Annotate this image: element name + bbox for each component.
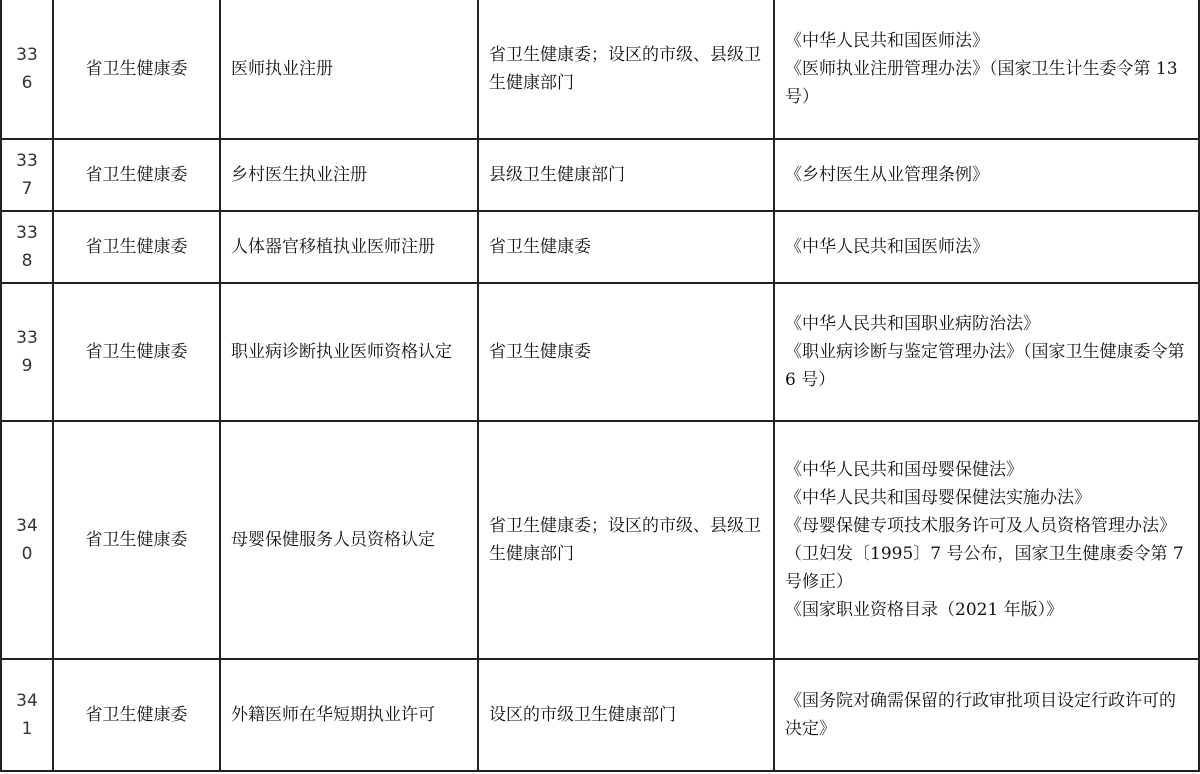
row-number: 337 bbox=[1, 139, 53, 211]
row-number: 336 bbox=[1, 0, 53, 139]
legal-basis-cell bbox=[774, 283, 1199, 421]
department-cell: 省卫生健康委 bbox=[53, 421, 220, 659]
table-row bbox=[1, 0, 1199, 139]
legal-basis-line: 《职业病诊断与鉴定管理办法》（国家卫生健康委令第 6 号） bbox=[785, 342, 1185, 390]
item-name-cell: 医师执业注册 bbox=[220, 0, 478, 139]
legal-basis-cell bbox=[774, 139, 1199, 211]
department-cell: 省卫生健康委 bbox=[53, 659, 220, 771]
legal-basis-cell bbox=[774, 0, 1199, 139]
legal-basis-line: 《乡村医生从业管理条例》 bbox=[785, 165, 989, 185]
row-number: 341 bbox=[1, 659, 53, 771]
legal-basis-line: 《中华人民共和国职业病防治法》 bbox=[785, 314, 1040, 334]
implementing-body-cell: 县级卫生健康部门 bbox=[478, 139, 774, 211]
department-cell: 省卫生健康委 bbox=[53, 211, 220, 283]
row-number: 339 bbox=[1, 283, 53, 421]
implementing-body-cell: 省卫生健康委；设区的市级、县级卫生健康部门 bbox=[478, 0, 774, 139]
legal-basis-line: 《中华人民共和国母婴保健法》 bbox=[785, 460, 1023, 480]
item-name-cell: 母婴保健服务人员资格认定 bbox=[220, 421, 478, 659]
legal-basis-cell bbox=[774, 421, 1199, 659]
implementing-body-cell: 省卫生健康委；设区的市级、县级卫生健康部门 bbox=[478, 421, 774, 659]
department-cell: 省卫生健康委 bbox=[53, 139, 220, 211]
table-row bbox=[1, 283, 1199, 421]
legal-basis-line: 《中华人民共和国医师法》 bbox=[785, 31, 989, 51]
legal-basis-line: 《国务院对确需保留的行政审批项目设定行政许可的决定》 bbox=[785, 691, 1176, 739]
table-row bbox=[1, 659, 1199, 771]
legal-basis-line: 《国家职业资格目录（2021 年版）》 bbox=[785, 600, 1064, 620]
implementing-body-cell: 省卫生健康委 bbox=[478, 211, 774, 283]
implementing-body-cell: 省卫生健康委 bbox=[478, 283, 774, 421]
table-row bbox=[1, 421, 1199, 659]
row-number: 338 bbox=[1, 211, 53, 283]
item-name-cell: 乡村医生执业注册 bbox=[220, 139, 478, 211]
item-name-cell: 人体器官移植执业医师注册 bbox=[220, 211, 478, 283]
row-number: 340 bbox=[1, 421, 53, 659]
table-row bbox=[1, 139, 1199, 211]
legal-basis-line: 《中华人民共和国母婴保健法实施办法》 bbox=[785, 488, 1091, 508]
legal-basis-line: 《医师执业注册管理办法》（国家卫生计生委令第 13 号） bbox=[785, 59, 1178, 107]
item-name-cell: 外籍医师在华短期执业许可 bbox=[220, 659, 478, 771]
department-cell: 省卫生健康委 bbox=[53, 283, 220, 421]
legal-basis-line: 《母婴保健专项技术服务许可及人员资格管理办法》（卫妇发〔1995〕7 号公布，国家卫生健康委令第 7 号修正） bbox=[785, 516, 1184, 592]
legal-basis-cell bbox=[774, 659, 1199, 771]
legal-basis-line: 《中华人民共和国医师法》 bbox=[785, 237, 989, 257]
item-name-cell: 职业病诊断执业医师资格认定 bbox=[220, 283, 478, 421]
department-cell: 省卫生健康委 bbox=[53, 0, 220, 139]
implementing-body-cell: 设区的市级卫生健康部门 bbox=[478, 659, 774, 771]
legal-basis-cell bbox=[774, 211, 1199, 283]
table-row bbox=[1, 211, 1199, 283]
